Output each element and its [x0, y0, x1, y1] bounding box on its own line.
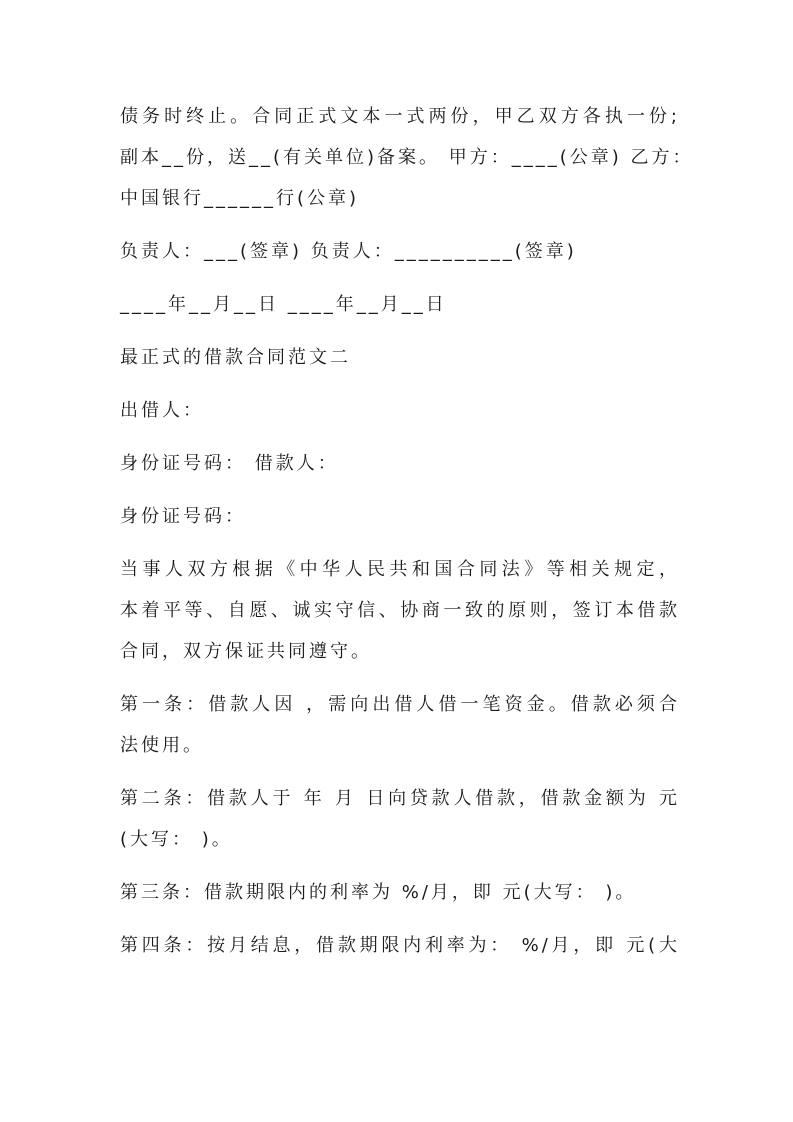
text-line: 负责人：___(签章) 负责人：__________(签章) — [120, 241, 577, 262]
text-line: 债务时终止。合同正式文本一式两份，甲乙双方各执一份; — [120, 106, 680, 127]
text-line: (大写： )。 — [120, 829, 233, 850]
document-page — [120, 96, 694, 978]
article-4 — [120, 925, 680, 966]
paragraph-date — [120, 284, 680, 325]
text-line: 身份证号码： 借款人： — [120, 453, 339, 474]
paragraph-preamble — [120, 549, 680, 672]
text-line: 中国银行______行(公章) — [120, 188, 360, 209]
paragraph-signatories — [120, 231, 680, 272]
text-line: 最正式的借款合同范文二 — [120, 347, 351, 368]
section-heading — [120, 337, 680, 378]
text-line: 第一条：借款人因 ，需向出借人借一笔资金。借款必须合 — [120, 694, 680, 715]
article-2 — [120, 778, 680, 860]
paragraph-id — [120, 496, 680, 537]
article-1 — [120, 684, 680, 766]
paragraph-id-borrower — [120, 443, 680, 484]
text-line: 法使用。 — [120, 735, 204, 756]
text-line: 合同，双方保证共同遵守。 — [120, 641, 372, 662]
text-line: 本着平等、自愿、诚实守信、协商一致的原则，签订本借款 — [120, 600, 680, 621]
text-line: ____年__月__日 ____年__月__日 — [120, 294, 447, 315]
text-line: 当事人双方根据《中华人民共和国合同法》等相关规定， — [120, 559, 680, 580]
text-line: 出借人： — [120, 400, 204, 421]
text-line: 身份证号码： — [120, 506, 246, 527]
paragraph-contract-terms — [120, 96, 694, 219]
text-line: 第四条：按月结息，借款期限内利率为： %/月，即 元(大 — [120, 935, 680, 956]
text-line: 第二条：借款人于 年 月 日向贷款人借款，借款金额为 元 — [120, 788, 680, 809]
text-line: 副本__份，送__(有关单位)备案。 甲方：____(公章) 乙方： — [120, 147, 694, 168]
paragraph-lender — [120, 390, 680, 431]
text-line: 第三条：借款期限内的利率为 %/月，即 元(大写： )。 — [120, 882, 637, 903]
article-3 — [120, 872, 680, 913]
